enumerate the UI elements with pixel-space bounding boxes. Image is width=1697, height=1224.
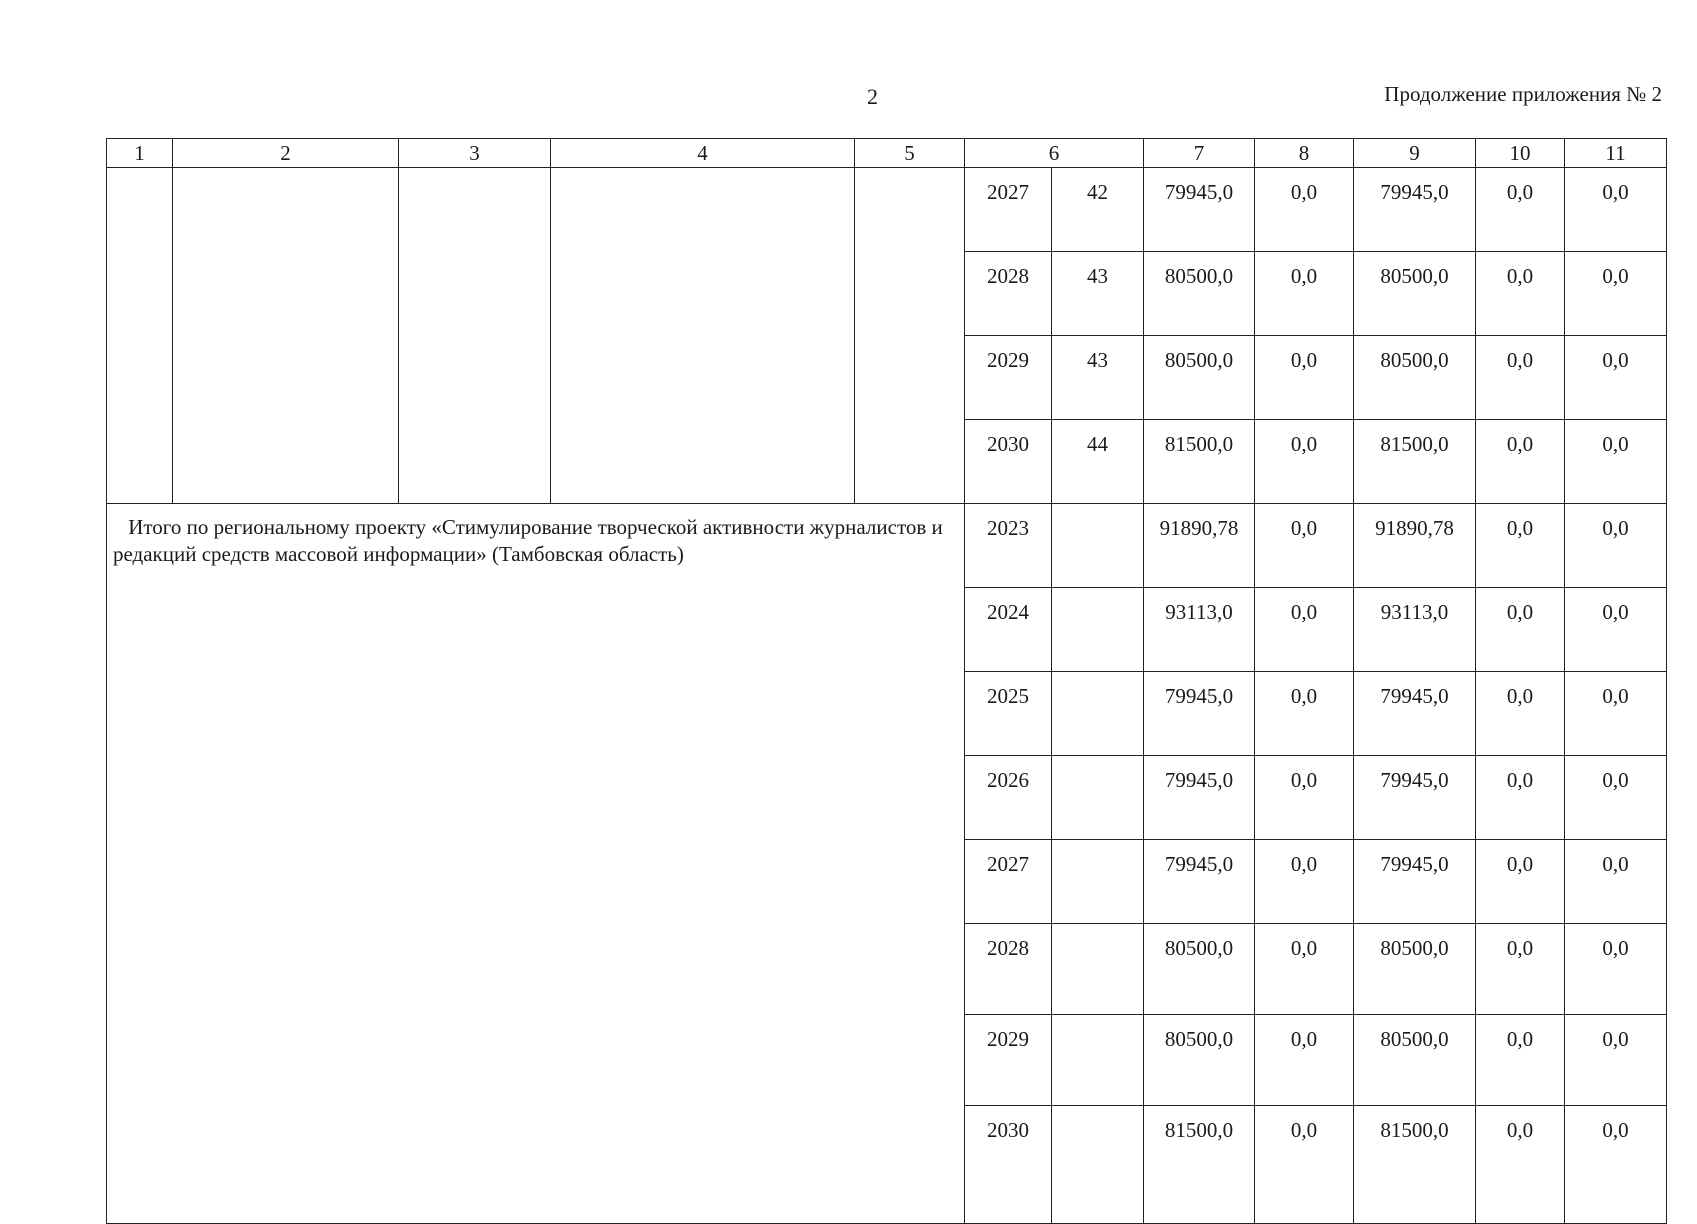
value-cell: 0,0: [1565, 336, 1667, 420]
value-cell: 79945,0: [1354, 672, 1476, 756]
value-cell: 0,0: [1255, 840, 1354, 924]
value-cell: 81500,0: [1354, 1106, 1476, 1224]
empty-cell: [107, 168, 173, 504]
column-number: 8: [1255, 139, 1354, 168]
value-cell: 93113,0: [1144, 588, 1255, 672]
value-cell: 79945,0: [1354, 168, 1476, 252]
value-cell: 79945,0: [1354, 840, 1476, 924]
value-cell: 80500,0: [1144, 1015, 1255, 1106]
value-cell: 0,0: [1255, 672, 1354, 756]
indicator-cell: [1052, 588, 1144, 672]
value-cell: 0,0: [1255, 168, 1354, 252]
value-cell: 0,0: [1565, 1015, 1667, 1106]
column-number: 2: [173, 139, 399, 168]
indicator-cell: [1052, 672, 1144, 756]
value-cell: 0,0: [1255, 756, 1354, 840]
column-number: 9: [1354, 139, 1476, 168]
value-cell: 93113,0: [1354, 588, 1476, 672]
year-cell: 2027: [965, 168, 1052, 252]
column-number: 11: [1565, 139, 1667, 168]
year-cell: 2028: [965, 252, 1052, 336]
value-cell: 80500,0: [1354, 336, 1476, 420]
value-cell: 80500,0: [1144, 924, 1255, 1015]
year-cell: 2025: [965, 672, 1052, 756]
value-cell: 0,0: [1255, 252, 1354, 336]
value-cell: 80500,0: [1144, 252, 1255, 336]
value-cell: 0,0: [1476, 504, 1565, 588]
value-cell: 91890,78: [1144, 504, 1255, 588]
value-cell: 81500,0: [1354, 420, 1476, 504]
value-cell: 81500,0: [1144, 420, 1255, 504]
value-cell: 0,0: [1255, 1106, 1354, 1224]
value-cell: 0,0: [1565, 168, 1667, 252]
indicator-cell: 43: [1052, 336, 1144, 420]
year-cell: 2030: [965, 420, 1052, 504]
year-cell: 2029: [965, 1015, 1052, 1106]
value-cell: 79945,0: [1144, 840, 1255, 924]
indicator-cell: [1052, 924, 1144, 1015]
value-cell: 0,0: [1476, 840, 1565, 924]
column-number: 5: [855, 139, 965, 168]
value-cell: 0,0: [1255, 504, 1354, 588]
value-cell: 0,0: [1476, 168, 1565, 252]
value-cell: 0,0: [1255, 924, 1354, 1015]
column-number: 10: [1476, 139, 1565, 168]
value-cell: 91890,78: [1354, 504, 1476, 588]
indicator-cell: [1052, 504, 1144, 588]
year-cell: 2023: [965, 504, 1052, 588]
indicator-cell: 43: [1052, 252, 1144, 336]
value-cell: 79945,0: [1144, 168, 1255, 252]
column-number: 6: [965, 139, 1144, 168]
page-number: 2: [867, 84, 878, 109]
value-cell: 0,0: [1476, 588, 1565, 672]
value-cell: 79945,0: [1144, 756, 1255, 840]
value-cell: 0,0: [1255, 336, 1354, 420]
value-cell: 0,0: [1476, 756, 1565, 840]
value-cell: 80500,0: [1354, 252, 1476, 336]
value-cell: 79945,0: [1144, 672, 1255, 756]
total-row: [107, 504, 1667, 588]
value-cell: 0,0: [1565, 672, 1667, 756]
value-cell: 0,0: [1565, 420, 1667, 504]
value-cell: 81500,0: [1144, 1106, 1255, 1224]
value-cell: 0,0: [1476, 924, 1565, 1015]
table-row: [107, 168, 1667, 252]
value-cell: 0,0: [1476, 336, 1565, 420]
column-number: 4: [551, 139, 855, 168]
indicator-cell: [1052, 756, 1144, 840]
value-cell: 0,0: [1476, 1106, 1565, 1224]
indicator-cell: 44: [1052, 420, 1144, 504]
column-number: 7: [1144, 139, 1255, 168]
value-cell: 0,0: [1476, 672, 1565, 756]
value-cell: 80500,0: [1354, 1015, 1476, 1106]
year-cell: 2027: [965, 840, 1052, 924]
empty-cell: [173, 168, 399, 504]
value-cell: 0,0: [1565, 588, 1667, 672]
empty-cell: [551, 168, 855, 504]
indicator-cell: 42: [1052, 168, 1144, 252]
value-cell: 0,0: [1565, 924, 1667, 1015]
column-number: 3: [399, 139, 551, 168]
value-cell: 80500,0: [1144, 336, 1255, 420]
indicator-cell: [1052, 1015, 1144, 1106]
year-cell: 2029: [965, 336, 1052, 420]
year-cell: 2024: [965, 588, 1052, 672]
appendix-label: Продолжение приложения № 2: [1384, 82, 1662, 106]
year-cell: 2030: [965, 1106, 1052, 1224]
total-label: Итого по региональному проекту «Стимулирование творческой активности журналистов и редакций средств массовой информации» (Тамбовская область): [107, 504, 965, 1224]
year-cell: 2028: [965, 924, 1052, 1015]
value-cell: 0,0: [1565, 252, 1667, 336]
value-cell: 0,0: [1565, 756, 1667, 840]
value-cell: 79945,0: [1354, 756, 1476, 840]
value-cell: 0,0: [1476, 420, 1565, 504]
column-number: 1: [107, 139, 173, 168]
value-cell: 0,0: [1255, 588, 1354, 672]
empty-cell: [855, 168, 965, 504]
value-cell: 0,0: [1565, 840, 1667, 924]
column-number-row: [107, 139, 1667, 168]
value-cell: 0,0: [1476, 252, 1565, 336]
value-cell: 0,0: [1255, 1015, 1354, 1106]
indicator-cell: [1052, 1106, 1144, 1224]
year-cell: 2026: [965, 756, 1052, 840]
indicator-cell: [1052, 840, 1144, 924]
value-cell: 0,0: [1476, 1015, 1565, 1106]
budget-table: [106, 138, 1667, 1224]
value-cell: 0,0: [1565, 1106, 1667, 1224]
value-cell: 80500,0: [1354, 924, 1476, 1015]
value-cell: 0,0: [1565, 504, 1667, 588]
empty-cell: [399, 168, 551, 504]
value-cell: 0,0: [1255, 420, 1354, 504]
